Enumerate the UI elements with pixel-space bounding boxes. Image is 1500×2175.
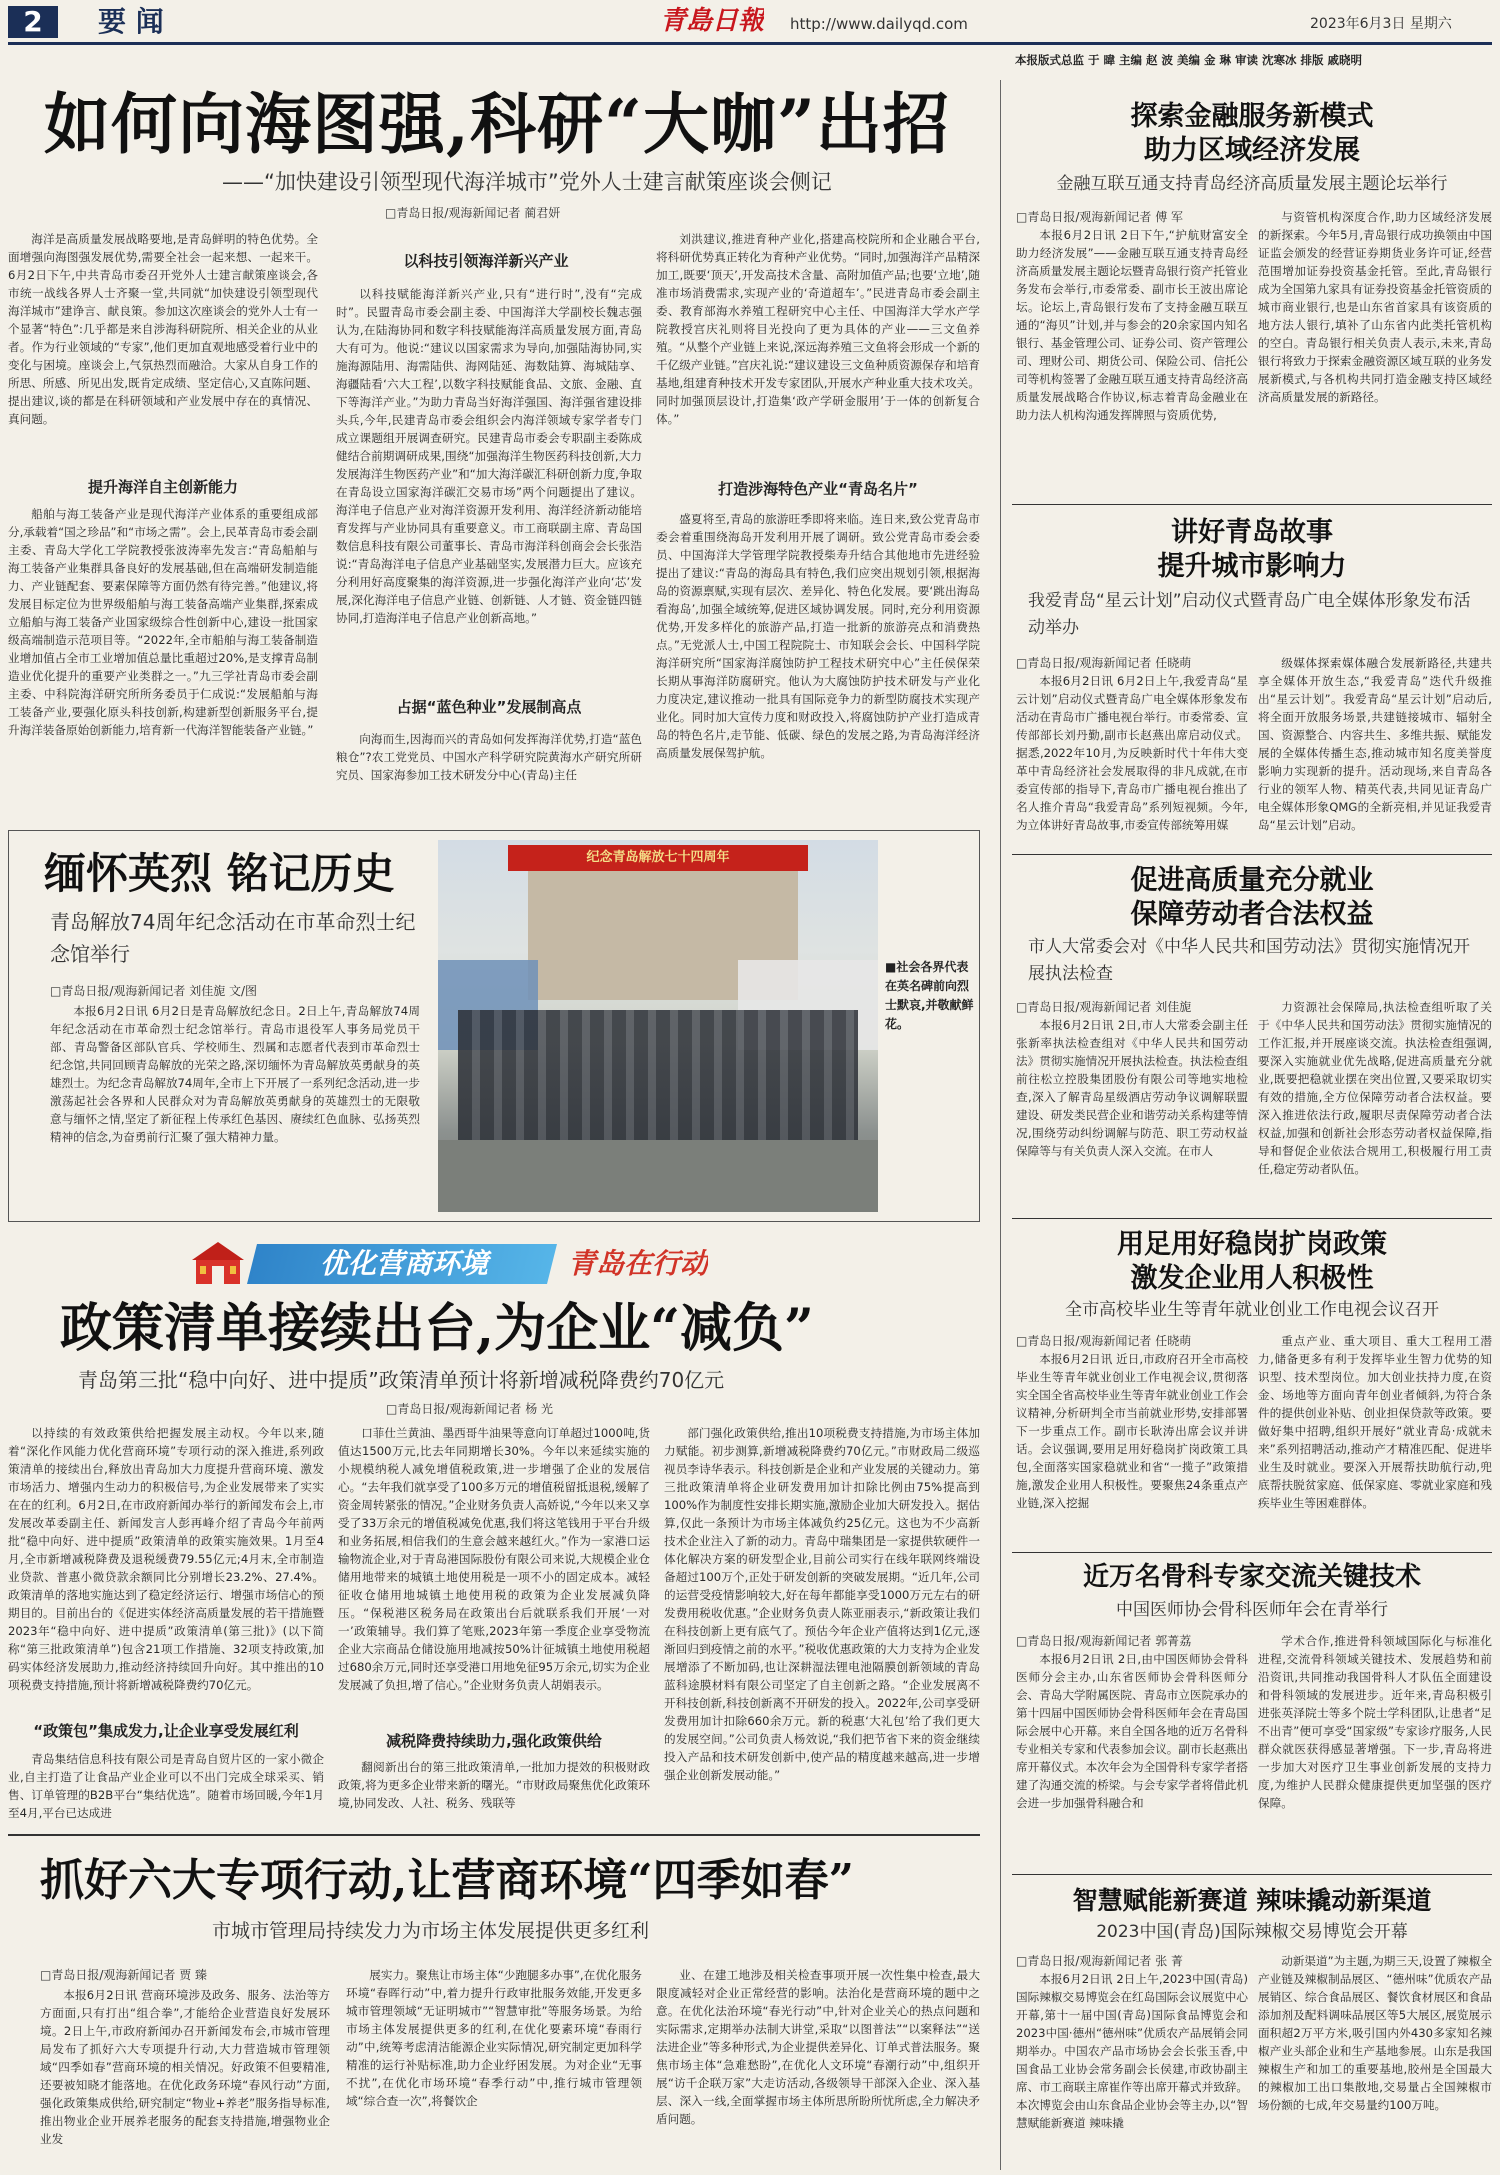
a1-body-2: 与资管机构深度合作,助力区域经济发展的新探索。今年5月,青岛银行成功换领由中国证监会颁发的经营证券期货业务许可证,经营范围增加证券投资基金托管。至此,青岛银行成为全国第九家具有证券投资基金托管资质的城市商业银行,也是山东省首家具有该资质的地方法人银行,填补了山东省内此类托管机构的空白。青岛银行相关负责人表示,未来,青岛银行将致力于探索金融资源区域互联的业务发展新模式,与各机构共同打造金融支持区域经济高质量发展的新路径。	[1258, 210, 1492, 404]
a1-body-1: 本报6月2日讯 2日下午,“护航财富安全 助力经济发展”——金融互联互通支持青岛经济高质量发展主题论坛暨青岛银行资产托管业务发布会举行,市委常委、副市长王波出席论坛。论坛上,青岛银行发布了支持金融互联互通的“海贝”计划,并与参会的20余家国内知名银行、基金管理公司、证券公司、资产管理公司、理财公司、期货公司、保险公司、信托公司等机构签署了金融互联互通支持青岛经济高质量发展战略合作协议,标志着青岛金融业在助力法人机构沟通发挥牌照与资质优势,	[1016, 228, 1248, 422]
policy-col2: 口菲仕兰黄油、墨西哥牛油果等意向订单超过1000吨,货值达1500万元,比去年同期增长30%。今年以来延续实施的小规模纳税人减免增值税政策,进一步增强了企业的发展信心。“去年我们就享受了100多万元的增值税留抵退税,缓解了资金周转紧张的情况。”企业财务负责人高娇说,“今年以来又享受了33万余元的增值税减免优惠,我们将这笔钱用于平台升级和业务拓展,相信我们的生意会越来越红火。”作为一家港口运输物流企业,对于青岛港国际股份有限公司来说,大规模企业仓储用地带来的城镇土地使用税是一项不小的固定成本。减轻征收仓储用地城镇土地使用税的政策为企业发展减负降压。“保税港区税务局在政策出台后就联系我们开展‘一对一’政策辅导。我们算了笔账,2023年第一季度企业享受物流企业大宗商品仓储设施用地减按50%计征城镇土地使用税超过680余万元,同时还享受港口用地免征95万余元,切实为企业发展减了负担,增了信心。”企业财务负责人胡娟表示。	[338, 1426, 650, 1692]
a6-headline: 智慧赋能新赛道 辣味撬动新渠道	[1072, 1886, 1432, 1915]
policy-subhead: 青岛第三批“稳中向好、进中提质”政策清单预计将新增减税降费约70亿元	[78, 1368, 725, 1392]
memorial-body: 本报6月2日讯 6月2日是青岛解放纪念日。2日上午,青岛解放74周年纪念活动在市革命烈士纪念馆举行。青岛市退役军人事务局党员干部、青岛警备区部队官兵、学校师生、烈属和志愿者代表到市革命烈士纪念馆,共同回顾青岛解放的光荣之路,深切缅怀为青岛解放英勇献身的英雄烈士。为纪念青岛解放74周年,全市上下开展了一系列纪念活动,进一步激荡起社会各界和人民群众对为青岛解放英勇献身的英雄烈士的无限敬意与缅怀之情,坚定了新征程上传承红色基因、赓续红色血脉、弘扬英烈精神的信念,为奋勇前行汇聚了强大精神力量。	[50, 1004, 420, 1144]
a6-subhead: 2023中国(青岛)国际辣椒交易博览会开幕	[1096, 1922, 1408, 1942]
a1-rule	[1012, 504, 1492, 505]
banner-title: 青岛在行动	[568, 1247, 709, 1280]
a3-byline: □青岛日报/观海新闻记者 刘佳旎	[1016, 1000, 1192, 1014]
page-number-box	[8, 6, 58, 38]
banner-arch-icon	[190, 1240, 246, 1288]
a2-body-1: 本报6月2日讯 6月2日上午,我爱青岛“星云计划”启动仪式暨青岛广电全媒体形象发布活动在青岛市广播电视台举行。市委常委、宣传部部长刘丹勤,副市长赵燕出席启动仪式。据悉,2022年10月,为反映新时代十年伟大变革中青岛经济社会发展取得的非凡成就,在市委宣传部的指导下,青岛市广播电视台推出了名人推介青岛“我爱青岛”系列短视频。今年,为立体讲好青岛故事,市委宣传部统筹用媒	[1016, 674, 1248, 832]
a6-body-1: 本报6月2日讯 2日上午,2023中国(青岛)国际辣椒交易博览会在红岛国际会议展览中心开幕,第十一届中国(青岛)国际食品博览会和2023中国·德州“德州味”优质农产品展销会同期举办。中国农产品市场协会会长张玉香,中国食品工业协会常务副会长侯建,市政协副主席、市工商联主席崔作等出席开幕式并致辞。本次博览会由山东食品企业协会等主办,以“智慧赋能新赛道 辣味撬	[1016, 1972, 1248, 2130]
lead-col2b: 向海而生,因海而兴的青岛如何发挥海洋优势,打造“蓝色粮仓”?农工党党员、中国水产科学研究院黄海水产研究所研究员、国家海参加工技术研发分中心(青岛)主任	[336, 732, 642, 782]
a6-byline: □青岛日报/观海新闻记者 张 菁	[1016, 1954, 1184, 1968]
a2-headline-2: 提升城市影响力	[1157, 551, 1347, 582]
a4-body-2: 重点产业、重大项目、重大工程用工潜力,储备更多有利于发挥毕业生智力优势的知识型、技术型岗位。加大创业扶持力度,在资金、场地等方面向青年创业者倾斜,为符合条件的提供创业补贴、创业担保贷款等政策。要做好集中招聘,组织开展好“就业青岛·成就未来”系列招聘活动,推动产才精准匹配、促进毕业生及时就业。要深入开展帮扶助航行动,兜底帮扶脱贫家庭、低保家庭、零就业家庭和残疾毕业生等困难群体。	[1258, 1334, 1492, 1510]
policy-col1: 以持续的有效政策供给把握发展主动权。今年以来,随着“深化作风能力优化营商环境”专项行动的深入推进,系列政策清单的接续出台,释放出青岛加大力度提升营商环境、激发市场活力、增强内生动力的积极信号,为企业发展带来了实实在在的红利。6月2日,在市政府新闻办举行的新闻发布会上,市发展改革委副主任、新闻发言人彭再峰介绍了青岛今年前两批“稳中向好、进中提质”政策清单的政策实施效果。1月至4月,全市新增减税降费及退税缓费79.55亿元;4月末,全市制造业贷款、普惠小微贷款余额同比分别增长23.2%、27.4%。政策清单的落地实施达到了稳定经济运行、增强市场信心的预期目的。目前出台的《促进实体经济高质量发展的若干措施暨2023年“稳中向好、进中提质”政策清单(第三批)》(以下简称“第三批政策清单”)包含21项工作措施、32项支持政策,加码实体经济发展助力,推动经济持续回升向好。其中推出的10项税费支持措施,预计将新增减税降费约70亿元。	[8, 1426, 324, 1692]
a5-headline: 近万名骨科专家交流关键技术	[1082, 1562, 1421, 1592]
a2-rule	[1012, 854, 1492, 855]
lead-col1: 海洋是高质量发展战略要地,是青岛鲜明的特色优势。全面增强向海图强发展优势,需要全社会一起来想、一起来干。6月2日下午,中共青岛市委召开党外人士建言献策座谈会,各市统一战线各界人士齐聚一堂,共同就“加快建设引领型现代海洋城市”建诤言、献良策。参加这次座谈会的党外人士有一个显著“特色”:几乎都是来自涉海科研院所、相关企业的从业者。作为行业领域的“专家”,他们更加直观地感受着行业中的变化与困境。座谈会上,气氛热烈而融洽。大家从自身工作的所思、所感、所见出发,既肯定成绩、坚定信心,又直陈问题、提出建议,谈的都是在科研领域和产业发展中存在的真情况、真问题。	[8, 232, 318, 426]
a6-body-2: 动新渠道”为主题,为期三天,设置了辣椒全产业链及辣椒制品展区、“德州味”优质农产品展销区、综合食品展区、餐饮食材展区和食品添加剂及配料调味品展区等5大展区,展览展示面积超2万平方米,吸引国内外430多家知名辣椒产业头部企业和生产基地参展。山东是我国辣椒生产和加工的重要基地,胶州是全国最大的辣椒加工出口集散地,交易量占全国辣椒市场份额的七成,年交易量约100万吨。	[1258, 1954, 1492, 2112]
editors-line: 本报版式总监 于 暐 主编 赵 波 美编 金 琳 审读 沈寒冰 排版 戚晓明	[1015, 53, 1363, 67]
memorial-subhead: 青岛解放74周年纪念活动在市革命烈士纪念馆举行	[50, 910, 416, 966]
env-col2: 展实力。聚焦让市场主体“少跑腿多办事”,在优化服务环境“春晖行动”中,着力提升行政审批服务效能,开发更多城市管理领域“无证明城市”“智慧审批”等服务场景。为给市场主体发展提供更多的红利,在优化要素环境“春雨行动”中,统筹考虑清洁能源企业实际情况,研究制定更加科学精准的运行补贴标准,助力企业纾困发展。为对企业“无事不扰”,在优化市场环境“春季行动”中,推行城市管理领域“综合查一次”,将餐饮企	[346, 1968, 642, 2108]
policy-byline: □青岛日报/观海新闻记者 杨 光	[386, 1402, 554, 1416]
section-label: 要 闻	[98, 6, 164, 38]
memorial-byline: □青岛日报/观海新闻记者 刘佳旎 文/图	[50, 984, 258, 998]
lead-subhead: ——“加快建设引领型现代海洋城市”党外人士建言献策座谈会侧记	[222, 170, 832, 194]
header-rule	[8, 42, 1492, 45]
a5-body-1: 本报6月2日讯 2日,由中国医师协会骨科医师分会主办,山东省医师协会骨科医师分会、青岛大学附属医院、青岛市立医院承办的第十四届中国医师协会骨科医师年会在青岛国际会展中心开幕。来自全国各地的近万名骨科专业相关专家和代表参加会议。副市长赵燕出席开幕仪式。本次年会为全国骨科专家学者搭建了沟通交流的桥梁。与会专家学者将借此机会进一步加强骨科融合和	[1016, 1652, 1248, 1810]
a4-rule	[1012, 1552, 1492, 1553]
lead-section-3: 打造涉海特色产业“青岛名片”	[718, 480, 918, 498]
lead-section-1: 以科技引领海洋新兴产业	[403, 252, 569, 270]
lead-col3b: 盛夏将至,青岛的旅游旺季即将来临。连日来,致公党青岛市委会着重围绕海岛开发利用开展了调研。致公党青岛市委会委员、中国海洋大学管理学院教授柴寿升结合其他地市先进经验提出了建议:“青岛的海岛具有特色,我们应突出规划引领,根据海岛的资源禀赋,实现有层次、差异化、特色化发展。要‘跳出海岛看海岛’,加强全域统筹,促进区域协调发展。同时,充分利用资源优势,开发多样化的旅游产品,打造一批新的旅游亮点和消费热点。”无党派人士,中国工程院院士、市知联会会长、中国科学院海洋研究所“国家海洋腐蚀防护工程技术研究中心”主任侯保荣长期从事海洋防腐研究。他认为大腐蚀防护技术研发与产业化力度决定,建议推动一批具有国际竞争力的新型防腐技术实现产业化。同时加大宣传力度和财政投入,将腐蚀防护产业打造成青岛的特色名片,走节能、低碳、绿色的发展之路,为青岛海洋经济高质量发展保驾护航。	[656, 512, 980, 760]
memorial-red-banner	[508, 845, 808, 871]
a3-headline-1: 促进高质量充分就业	[1130, 865, 1374, 896]
issue-date: 2023年6月3日 星期六	[1310, 16, 1452, 32]
a4-subhead: 全市高校毕业生等青年就业创业工作电视会议召开	[1065, 1300, 1439, 1320]
policy-section-1: “政策包”集成发力,让企业享受发展红利	[33, 1722, 299, 1740]
a4-body-1: 本报6月2日讯 近日,市政府召开全市高校毕业生等青年就业创业工作电视会议,贯彻落实全国全省高校毕业生等青年就业创业工作会议精神,分析研判全市当前就业形势,安排部署下一步重点工作。副市长耿涛出席会议并讲话。会议强调,要用足用好稳岗扩岗政策工具包,全面落实国家稳就业和省“一揽子”政策措施,激发企业用人积极性。要聚焦24条重点产业链,深入挖掘	[1016, 1352, 1248, 1510]
lead-section-4: 占据“蓝色种业”发展制高点	[396, 698, 582, 716]
lead-section-2: 提升海洋自主创新能力	[87, 478, 238, 496]
memorial-banner-text: 纪念青岛解放七十四周年	[586, 850, 730, 865]
masthead-logo: 青島日報	[660, 6, 765, 36]
policy-bottom-rule	[8, 1834, 980, 1836]
a3-body-1: 本报6月2日讯 2日,市人大常委会副主任张新率执法检查组对《中华人民共和国劳动法》贯彻实施情况开展执法检查。执法检查组前往松立控股集团股份有限公司等地实地检查,深入了解青岛星级酒店劳动争议调解联盟建设、研发类民营企业和谐劳动关系构建等情况,围绕劳动纠纷调解与防范、职工劳动权益保障等与有关负责人深入交流。在市人	[1016, 1018, 1248, 1158]
a5-rule	[1012, 1874, 1492, 1875]
a2-byline: □青岛日报/观海新闻记者 任晓萌	[1016, 656, 1192, 670]
env-subhead: 市城市管理局持续发力为市场主体发展提供更多红利	[212, 1920, 650, 1942]
a5-subhead: 中国医师协会骨科医师年会在青举行	[1116, 1600, 1388, 1620]
lead-col1b: 船舶与海工装备产业是现代海洋产业体系的重要组成部分,承载着“国之珍品”和“市场之需”。会上,民革青岛市委会副主委、青岛大学化工学院教授张波涛率先发言:“青岛船舶与海工装备产业集群具备良好的发展基础,但在高端研发制造能力、产业链配套、要素保障等方面仍然有待完善。”他建议,将发展目标定位为世界级船舶与海工装备高端产业集群,探索成立船舶与海工装备产业国家级综合性创新中心,建设一批国家级高端制造示范项目等。“2022年,全市船舶与海工装备制造业增加值占全市工业增加值总量比重超过20%,是支撑青岛制造业优化提升的重要产业类群之一。”九三学社青岛市委会副主委、中科院海洋研究所所务委员于仁成说:“发展船舶与海工装备产业,要强化原头科技创新,构建新型创新服务平台,提升海洋装备原始创新能力,培育新一代海洋智能装备产业链。”	[8, 507, 318, 737]
env-col3: 业、在建工地涉及相关检查事项开展一次性集中检查,最大限度减轻对企业正常经营的影响。法治化是营商环境的题中之意。在优化法治环境“春光行动”中,针对企业关心的热点问题和实际需求,定期举办法制大讲堂,采取“以图普法”“以案释法”“送法进企业”等多种形式,为企业提供差异化、订单式普法服务。聚焦市场主体“急难愁盼”,在优化人文环境“春潮行动”中,组织开展“访千企联万家”大走访活动,各级领导干部深入企业、深入基层、深入一线,全面掌握市场主体所思所盼所忧所虑,全力解决矛盾问题。	[656, 1968, 980, 2126]
a4-byline: □青岛日报/观海新闻记者 任晓萌	[1016, 1334, 1192, 1348]
lead-col3: 刘洪建议,推进育种产业化,搭建高校院所和企业融合平台,将科研优势真正转化为育种产业优势。“同时,加强海洋产品精深加工,既要‘顶天’,开发高技术含量、高附加值产品;也要‘立地’,随准市场消费需求,实现产业的‘奇道超车’。”民进青岛市委会副主委、教育部海水养殖工程研究中心主任、中国海洋大学水产学院教授宫庆礼则将目光投向了更为具体的产业——三文鱼养殖。“从整个产业链上来说,深远海养殖三文鱼将会形成一个新的千亿级产业链。”宫庆礼说:“建议建设三文鱼种质资源保存和培育基地,组建育种技术开发专家团队,开展水产种业重大技术攻关。同时加强顶层设计,打造集‘政产学研金服用’于一体的创新复合体。”	[656, 232, 980, 426]
a1-subhead: 金融互联互通支持青岛经济高质量发展主题论坛举行	[1056, 174, 1448, 194]
policy-col3: 部门强化政策供给,推出10项税费支持措施,为市场主体加力赋能。初步测算,新增减税降费约70亿元。”市财政局二级巡视员李诗华表示。科技创新是企业和产业发展的关键动力。第三批政策清单将企业研发费用加计扣除比例由75%提高到100%作为制度性安排长期实施,激励企业加大研发投入。据估算,仅此一条预计为市场主体减负约25亿元。这也为不少高新技术企业注入了新的动力。青岛中瑞集团是一家提供软硬件一体化解决方案的研发型企业,目前公司实行在线年联网终端设备超过100万个,正处于研发创新的突破发展期。“近几年,公司的运营受疫情影响较大,好在每年都能享受1000万元左右的研发费用税收优惠。”企业财务负责人陈亚丽表示,“新政策让我们在科技创新上更有底气了。预估今年企业产值将达到1亿元,逐渐回归到疫情之前的水平。”税收优惠政策的大力支持为企业发展增添了不断加码,也让深耕湿法锂电池隔膜创新领域的青岛蓝科途膜材料有限公司坚定了自主创新之路。“企业发展离不开科技创新,科技创新离不开研发的投入。2022年,公司享受研发费用加计扣除660余万元。新的税惠‘大礼包’给了我们更大的发展空间。”公司负责人杨效说,“我们把节省下来的资金继续投入产品和技术研发创新中,使产品的精度越来越高,进一步增强企业创新发展动能。”	[664, 1426, 980, 1782]
ground	[438, 1140, 878, 1212]
a5-byline: □青岛日报/观海新闻记者 郭菁荔	[1016, 1634, 1192, 1648]
memorial-photo	[438, 840, 878, 1212]
lead-col2: 以科技赋能海洋新兴产业,只有“进行时”,没有“完成时”。民盟青岛市委会副主委、中国海洋大学副校长魏志强认为,在陆海协同和数字科技赋能海洋高质量发展方面,青岛大有可为。他说:“建议以国家需求为导向,加强陆海协同,实施海源陆用、海需陆供、海网陆延、海数陆算、海城陆享、海疆陆看‘六大工程’,以数字科技赋能食品、文旅、金融、直下等海洋产业。”为助力青岛当好海洋强国、海洋强省建设排头兵,今年,民建青岛市委会组织会内海洋领域专家学者专门成立课题组开展调查研究。民建青岛市委会专职副主委陈成健结合前期调研成果,围绕“加强海洋生物医药科技创新,大力发展海洋生物医药产业”和“加大海洋碳汇科研创新力度,争取在青岛设立国家海洋碳汇交易市场”两个问题提出了建议。海洋电子信息产业对海洋资源开发利用、海洋经济新动能培育发挥与产业协同具有重要意义。市工商联副主席、青岛国数信息科技有限公司董事长、青岛市海洋科创商会会长张浩说:“青岛海洋电子信息产业基础坚实,发展潜力巨大。应该充分利用好高度聚集的海洋资源,进一步强化海洋产业向‘芯’发展,深化海洋电子信息产业链、创新链、人才链、资金链四链协同,打造海洋电子信息产业创新高地。”	[336, 287, 642, 625]
policy-col1b: 青岛集结信息科技有限公司是青岛自贸片区的一家小微企业,自主打造了让食品产业企业可以不出门完成全球采买、销售、订单管理的B2B平台“集结优选”。随着市场回暖,今年1月至4月,平台已达成进	[8, 1752, 324, 1820]
policy-col2b: 翻阅新出台的第三批政策清单,一批加力提效的积极财政政策,将为更多企业带来新的曙光。“市财政局聚焦优化政策环境,协同发改、人社、税务、残联等	[338, 1760, 650, 1810]
a3-rule	[1012, 1218, 1492, 1219]
a1-headline-2: 助力区域经济发展	[1144, 135, 1360, 166]
env-byline: □青岛日报/观海新闻记者 贾 臻	[40, 1968, 208, 1982]
a1-byline: □青岛日报/观海新闻记者 傅 军	[1016, 210, 1184, 224]
lead-headline: 如何向海图强,科研“大咖”出招	[44, 85, 950, 163]
a4-headline-2: 激发企业用人积极性	[1130, 1263, 1374, 1294]
policy-section-2: 减税降费持续助力,强化政策供给	[386, 1732, 602, 1750]
a3-headline-2: 保障劳动者合法权益	[1130, 899, 1374, 930]
column-divider	[1000, 80, 1001, 2170]
policy-headline: 政策清单接续出台,为企业“减负”	[60, 1298, 814, 1359]
a2-headline-1: 讲好青岛故事	[1171, 517, 1333, 548]
a4-headline-1: 用足用好稳岗扩岗政策	[1117, 1229, 1387, 1260]
website-url[interactable]: http://www.dailyqd.com	[790, 15, 968, 33]
memorial-caption: ■社会各界代表在英名碑前向烈士默哀,并敬献鲜花。	[885, 960, 974, 1031]
a3-subhead: 市人大常委会对《中华人民共和国劳动法》贯彻实施情况开展执法检查	[1028, 937, 1470, 984]
lead-byline: □青岛日报/观海新闻记者 蔺君妍	[385, 206, 561, 220]
crowd-front-row	[458, 1010, 858, 1140]
a1-headline-1: 探索金融服务新模式	[1130, 101, 1374, 132]
page-number: 2	[23, 6, 43, 38]
a2-body-2: 级媒体探索媒体融合发展新路径,共建共享全媒体开放生态,“我爱青岛”迭代升级推出“星云计划”。我爱青岛“星云计划”启动后,将全面开放服务场景,共建链接城市、辐射全国、资源整合、内容共生、多维共振、赋能发展的全媒体传播生态,推动城市知名度美誉度影响力实现新的提升。活动现场,来自青岛各行业的领军人物、精英代表,共同见证青岛广电全媒体形象QMG的全新亮相,并见证我爱青岛“星云计划”启动。	[1258, 656, 1492, 832]
memorial-headline: 缅怀英烈 铭记历史	[44, 849, 395, 898]
a5-body-2: 学术合作,推进骨科领域国际化与标准化进程,交流骨科领域关键技术、发展趋势和前沿资讯,共同推动我国骨科人才队伍全面建设和骨科领域的发展进步。近年来,青岛积极引进张英泽院士等多个院士学科团队,让患者“足不出青”便可享受“国家级”专家诊疗服务,人民群众就医获得感显著增强。下一步,青岛将进一步加大对医疗卫生事业创新发展的支持力度,为维护人民群众健康提供更加坚强的医疗保障。	[1258, 1634, 1492, 1810]
env-col1: 本报6月2日讯 营商环境涉及政务、服务、法治等方方面面,只有打出“组合拳”,才能给企业营造良好发展环境。2日上午,市政府新闻办召开新闻发布会,市城市管理局发布了抓好六大专项提升行动,大力营造城市管理领域“四季如春”营商环境的相关情况。好政策不但要精准,还要被知晓才能落地。在优化政务环境“春风行动”方面,强化政策集成供给,研究制定“物业+养老”服务指导标准,推出物业企业开展养老服务的配套支持措施,增强物业企业发	[40, 1988, 330, 2146]
a2-subhead: 我爱青岛“星云计划”启动仪式暨青岛广电全媒体形象发布活动举办	[1028, 591, 1471, 638]
env-headline: 抓好六大专项行动,让营商环境“四季如春”	[40, 1855, 854, 1906]
banner-tag: 优化营商环境	[319, 1247, 488, 1280]
a3-body-2: 力资源社会保障局,执法检查组听取了关于《中华人民共和国劳动法》贯彻实施情况的工作汇报,并开展座谈交流。执法检查组强调,要深入实施就业优先战略,促进高质量充分就业,既要把稳就业摆在突出位置,又要采取切实有效的措施,全方位保障劳动者合法权益。要深入推进依法行政,履职尽责保障劳动者合法权益,加强和创新社会形态劳动者权益保障,指导和督促企业依法合规用工,积极履行用工责任,稳定劳动者队伍。	[1258, 1000, 1492, 1176]
business-banner	[190, 1240, 970, 1288]
